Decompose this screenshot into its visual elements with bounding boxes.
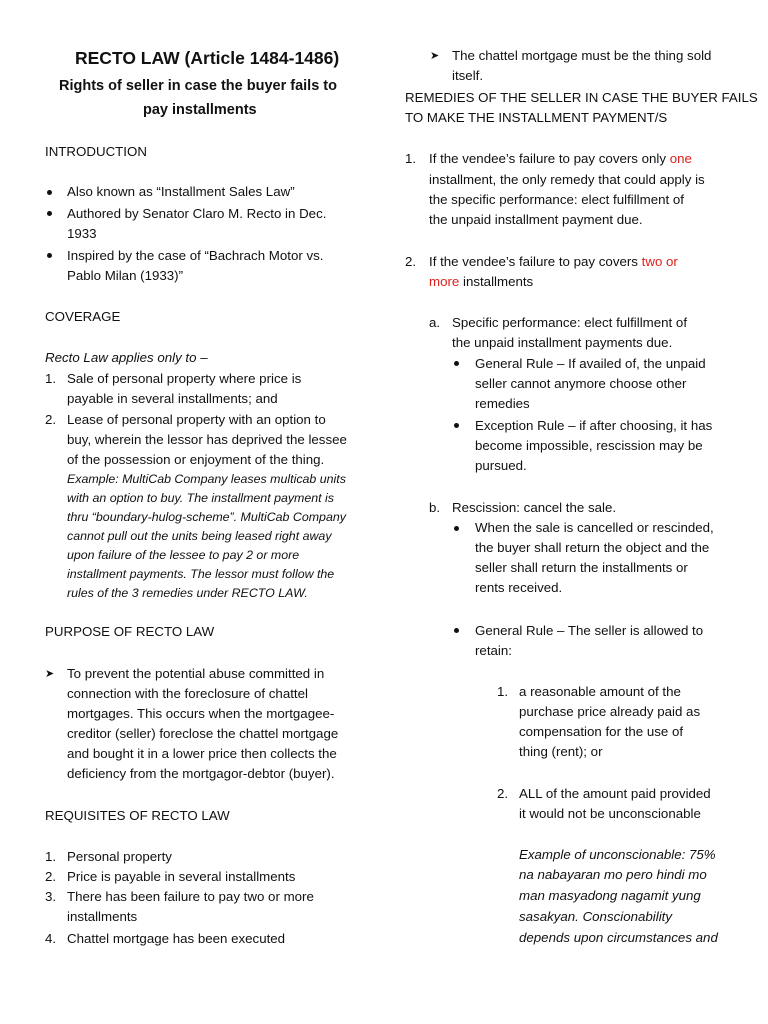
sub-a-bullet-1-line: General Rule – If availed of, the unpaid bbox=[475, 356, 706, 371]
retain-item-number: 2. bbox=[497, 786, 509, 801]
remedy-item-number: 2. bbox=[405, 254, 417, 269]
coverage-item-2-line-2: buy, wherein the lessor has deprived the lessee bbox=[67, 432, 347, 447]
remedy-item-1-text: If the vendee’s failure to pay covers only bbox=[429, 151, 670, 166]
remedy-item-2-line-1 bbox=[429, 252, 678, 272]
sub-a-bullet-1-line: seller cannot anymore choose other bbox=[475, 376, 687, 391]
remedy-item-2-highlight: two or bbox=[641, 254, 678, 269]
sub-item-a-line: the unpaid installment payments due. bbox=[452, 335, 673, 350]
unconscionable-example-line: man masyadong nagamit yung bbox=[519, 888, 701, 903]
remedy-item-2-line-2 bbox=[429, 272, 533, 292]
remedies-heading-line-2: TO MAKE THE INSTALLMENT PAYMENT/S bbox=[405, 110, 668, 125]
bullet-icon bbox=[47, 190, 52, 195]
intro-bullet-2-line-2: 1933 bbox=[67, 226, 97, 241]
retain-item-2-line: ALL of the amount paid provided bbox=[519, 786, 711, 801]
bullet-icon bbox=[47, 211, 52, 216]
document-subtitle-line-2: pay installments bbox=[143, 102, 257, 118]
bullet-icon bbox=[454, 628, 459, 633]
unconscionable-example-line: na nabayaran mo pero hindi mo bbox=[519, 867, 707, 882]
sub-b-bullet-line: seller shall return the installments or bbox=[475, 560, 688, 575]
remedy-item-2-highlight: more bbox=[429, 274, 460, 289]
intro-bullet-2-line-1: Authored by Senator Claro M. Recto in Dec. bbox=[67, 206, 327, 221]
sub-a-bullet-2-line: pursued. bbox=[475, 458, 527, 473]
intro-bullet-3-line-1: Inspired by the case of “Bachrach Motor vs. bbox=[67, 248, 324, 263]
remedy-item-number: 1. bbox=[405, 151, 417, 166]
purpose-line: To prevent the potential abuse committed in bbox=[67, 666, 325, 681]
unconscionable-example-line: depends upon circumstances and bbox=[519, 930, 718, 945]
bullet-icon bbox=[47, 253, 52, 258]
coverage-item-2-line-1: Lease of personal property with an option to bbox=[67, 412, 326, 427]
purpose-line: creditor (seller) foreclose the chattel mortgage bbox=[67, 726, 339, 741]
remedy-item-1-line-1 bbox=[429, 149, 692, 169]
retain-item-1-line: thing (rent); or bbox=[519, 744, 603, 759]
arrow-bullet-icon: ➤ bbox=[45, 668, 55, 680]
coverage-example-line: cannot pull out the units being leased right away bbox=[67, 529, 332, 543]
purpose-line: deficiency from the mortgagor-debtor (buyer). bbox=[67, 766, 335, 781]
bullet-icon bbox=[454, 526, 459, 531]
requisite-number: 3. bbox=[45, 889, 57, 904]
sub-item-a-line: Specific performance: elect fulfillment of bbox=[452, 315, 688, 330]
top-bullet-line-2: itself. bbox=[452, 68, 484, 83]
purpose-line: connection with the foreclosure of chattel bbox=[67, 686, 308, 701]
intro-bullet-1: Also known as “Installment Sales Law” bbox=[67, 184, 295, 199]
remedy-item-1-highlight: one bbox=[669, 151, 692, 166]
coverage-item-1-line-1: Sale of personal property where price is bbox=[67, 371, 302, 386]
sub-item-b-line: Rescission: cancel the sale. bbox=[452, 500, 617, 515]
coverage-item-number: 1. bbox=[45, 371, 57, 386]
sub-b-bullet-line: the buyer shall return the object and the bbox=[475, 540, 710, 555]
requisite-number: 1. bbox=[45, 849, 57, 864]
remedies-heading-line-1: REMEDIES OF THE SELLER IN CASE THE BUYER FAILS bbox=[405, 90, 758, 105]
purpose-line: and bought it in a lower price then collects the bbox=[67, 746, 337, 761]
coverage-item-1-line-2: payable in several installments; and bbox=[67, 391, 278, 406]
general-rule-line: General Rule – The seller is allowed to bbox=[475, 623, 704, 638]
coverage-item-number: 2. bbox=[45, 412, 57, 427]
requisites-heading: REQUISITES OF RECTO LAW bbox=[45, 808, 230, 823]
requisite-item: Chattel mortgage has been executed bbox=[67, 931, 286, 946]
coverage-lead: Recto Law applies only to – bbox=[45, 350, 208, 365]
general-rule-line: retain: bbox=[475, 643, 512, 658]
sub-a-bullet-2-line: become impossible, rescission may be bbox=[475, 438, 703, 453]
remedy-item-1-line: the unpaid installment payment due. bbox=[429, 212, 643, 227]
requisite-item: Price is payable in several installments bbox=[67, 869, 296, 884]
requisite-item: installments bbox=[67, 909, 138, 924]
coverage-example-line: upon failure of the lessee to pay 2 or more bbox=[67, 548, 300, 562]
coverage-example-line: Example: MultiCab Company leases multicab units bbox=[67, 472, 346, 486]
document-subtitle-line-1: Rights of seller in case the buyer fails to bbox=[59, 78, 337, 94]
requisite-item: There has been failure to pay two or more bbox=[67, 889, 314, 904]
sub-b-bullet-line: When the sale is cancelled or rescinded, bbox=[475, 520, 714, 535]
requisite-item: Personal property bbox=[67, 849, 172, 864]
unconscionable-example-line: sasakyan. Conscionability bbox=[519, 909, 672, 924]
intro-bullet-3-line-2: Pablo Milan (1933)” bbox=[67, 268, 184, 283]
retain-item-2-line: it would not be unconscionable bbox=[519, 806, 701, 821]
coverage-example-line: rules of the 3 remedies under RECTO LAW. bbox=[67, 586, 308, 600]
sub-b-bullet-line: rents received. bbox=[475, 580, 563, 595]
remedy-item-1-line: installment, the only remedy that could apply is bbox=[429, 172, 705, 187]
retain-item-1-line: compensation for the use of bbox=[519, 724, 684, 739]
coverage-example-line: installment payments. The lessor must follow the bbox=[67, 567, 335, 581]
retain-item-1-line: a reasonable amount of the bbox=[519, 684, 681, 699]
remedy-item-2-text: installments bbox=[459, 274, 534, 289]
coverage-example-line: with an option to buy. The installment payment is bbox=[67, 491, 334, 505]
purpose-heading: PURPOSE OF RECTO LAW bbox=[45, 624, 215, 639]
remedy-item-1-line: the specific performance: elect fulfillment of bbox=[429, 192, 684, 207]
sub-a-bullet-2-line: Exception Rule – if after choosing, it has bbox=[475, 418, 713, 433]
purpose-line: mortgages. This occurs when the mortgagee- bbox=[67, 706, 335, 721]
bullet-icon bbox=[454, 423, 459, 428]
sub-a-bullet-1-line: remedies bbox=[475, 396, 530, 411]
unconscionable-example-line: Example of unconscionable: 75% bbox=[519, 847, 716, 862]
retain-item-1-line: purchase price already paid as bbox=[519, 704, 701, 719]
document-title: RECTO LAW (Article 1484-1486) bbox=[75, 48, 340, 68]
sub-item-label: b. bbox=[429, 500, 441, 515]
coverage-example-line: thru “boundary-hulog-scheme”. MultiCab Company bbox=[67, 510, 346, 524]
coverage-heading: COVERAGE bbox=[45, 309, 121, 324]
requisite-number: 4. bbox=[45, 931, 57, 946]
arrow-bullet-icon: ➤ bbox=[430, 50, 440, 62]
sub-item-label: a. bbox=[429, 315, 441, 330]
bullet-icon bbox=[454, 361, 459, 366]
remedy-item-2-text: If the vendee’s failure to pay covers bbox=[429, 254, 642, 269]
coverage-item-2-line-3: of the possession or enjoyment of the thing. bbox=[67, 452, 325, 467]
requisite-number: 2. bbox=[45, 869, 57, 884]
introduction-heading: INTRODUCTION bbox=[45, 144, 147, 159]
retain-item-number: 1. bbox=[497, 684, 509, 699]
top-bullet-line-1: The chattel mortgage must be the thing sold bbox=[452, 48, 712, 63]
